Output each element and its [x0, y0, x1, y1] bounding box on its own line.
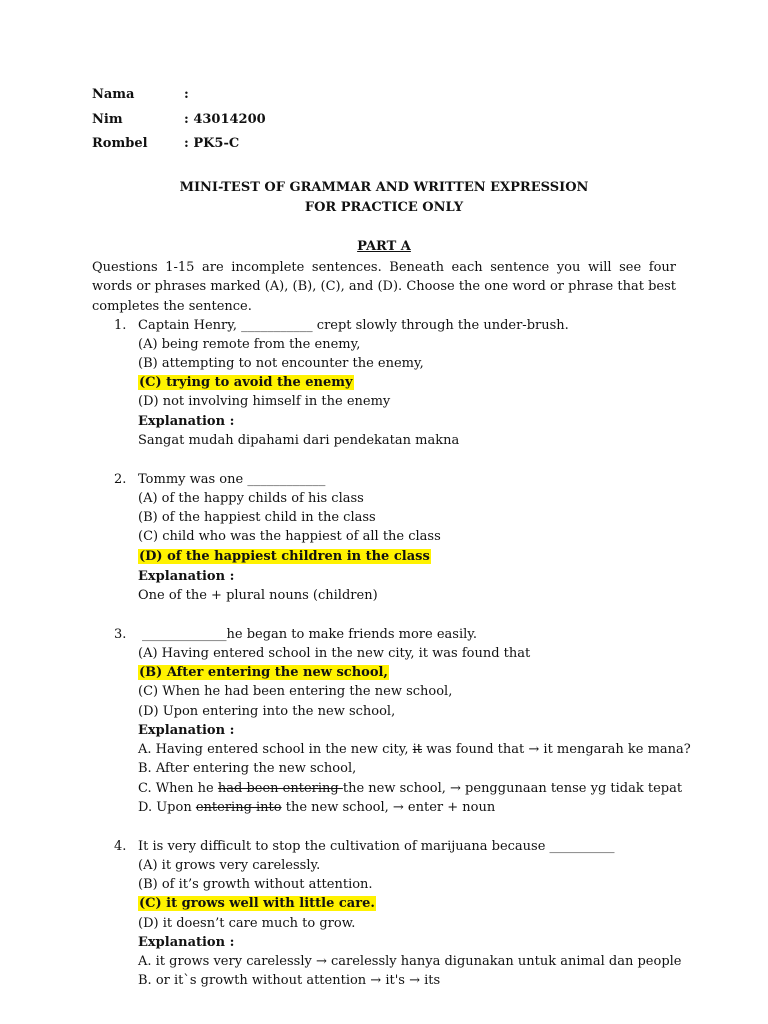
explanation-text: C. When he	[138, 781, 218, 796]
question-1-explanation-label: Explanation :	[138, 414, 235, 429]
question-3-option-d: (D) Upon entering into the new school,	[138, 704, 396, 719]
question-3-explanation-line-d	[138, 798, 495, 817]
struck-text: had been entering	[217, 781, 343, 796]
question-2-option-b: (B) of the happiest child in the class	[138, 510, 376, 525]
document-title: MINI-TEST OF GRAMMAR AND WRITTEN EXPRESSION	[179, 180, 589, 195]
question-4-option-d: (D) it doesn’t care much to grow.	[138, 916, 356, 931]
part-a-heading-text: PART A	[357, 239, 411, 254]
explanation-text: the new school, → enter + noun	[281, 800, 496, 815]
explanation-text: was found that → it mengarah ke mana?	[422, 742, 691, 757]
nama-value: :	[184, 87, 189, 102]
question-1-option-d: (D) not involving himself in the enemy	[138, 394, 391, 409]
question-3-option-a: (A) Having entered school in the new city, it was found that	[138, 646, 531, 661]
question-4-option-c	[138, 894, 376, 913]
struck-text: it	[412, 742, 423, 757]
question-1-stem: Captain Henry, ___________ crept slowly through the under-brush.	[138, 318, 569, 333]
rombel-value: : PK5-C	[184, 136, 240, 151]
question-1-answer-highlight: (C) trying to avoid the enemy	[139, 375, 353, 390]
explanation-text: the new school, → penggunaan tense yg tidak tepat	[342, 781, 683, 796]
question-2-option-a: (A) of the happy childs of his class	[138, 491, 364, 506]
question-2-answer-highlight: (D) of the happiest children in the class	[139, 549, 430, 564]
question-4-number: 4.	[114, 839, 127, 854]
question-3-option-b	[138, 663, 389, 682]
question-2-explanation-label: Explanation :	[138, 569, 235, 584]
explanation-text: D. Upon	[138, 800, 196, 815]
question-4-explanation-line-a: A. it grows very carelessly → carelessly hanya digunakan untuk animal dan people	[138, 954, 682, 969]
part-a-heading	[0, 239, 768, 254]
question-3-answer-highlight: (B) After entering the new school,	[139, 665, 388, 680]
question-2-option-c: (C) child who was the happiest of all the class	[138, 529, 441, 544]
explanation-text: B. After entering the new school,	[138, 761, 357, 776]
question-4-explanation-label: Explanation :	[138, 935, 235, 950]
question-4-option-b: (B) of it’s growth without attention.	[138, 877, 373, 892]
nim-value: : 43014200	[184, 112, 266, 127]
question-4-answer-highlight: (C) it grows well with little care.	[139, 896, 375, 911]
question-3-explanation-line-b	[138, 759, 356, 778]
struck-text: entering into	[195, 800, 282, 815]
nama-label: Nama	[92, 87, 135, 102]
question-3-option-c: (C) When he had been entering the new school,	[138, 684, 453, 699]
question-3-explanation-line-a	[138, 740, 691, 759]
question-4-option-a: (A) it grows very carelessly.	[138, 858, 321, 873]
question-1-option-b: (B) attempting to not encounter the enemy,	[138, 356, 424, 371]
question-2-stem: Tommy was one ____________	[138, 472, 326, 487]
question-4-explanation-line-b: B. or it`s growth without attention → it's → its	[138, 973, 441, 988]
document-subtitle: FOR PRACTICE ONLY	[304, 200, 464, 215]
question-3-explanation-label: Explanation :	[138, 723, 235, 738]
question-3-number: 3.	[114, 627, 127, 642]
question-1-option-a: (A) being remote from the enemy,	[138, 337, 361, 352]
question-2-explanation-text: One of the + plural nouns (children)	[138, 588, 378, 603]
part-a-instructions: Questions 1-15 are incomplete sentences. Beneath each sentence you will see four words or phrases marked (A), (B), (C), and (D). Choose the one word or phrase that best completes the sentence.	[92, 260, 676, 314]
question-1-option-c	[138, 373, 354, 392]
question-2-number: 2.	[114, 472, 127, 487]
rombel-label: Rombel	[92, 136, 148, 151]
question-1-number: 1.	[114, 318, 127, 333]
question-4-stem: It is very difficult to stop the cultivation of marijuana because __________	[138, 839, 615, 854]
question-1-explanation-text: Sangat mudah dipahami dari pendekatan makna	[138, 433, 460, 448]
question-2-option-d	[138, 547, 431, 566]
question-3-stem: _____________he began to make friends more easily.	[142, 627, 478, 642]
question-3-explanation-line-c	[138, 779, 682, 798]
explanation-text: A. Having entered school in the new city,	[138, 742, 413, 757]
nim-label: Nim	[92, 112, 123, 127]
